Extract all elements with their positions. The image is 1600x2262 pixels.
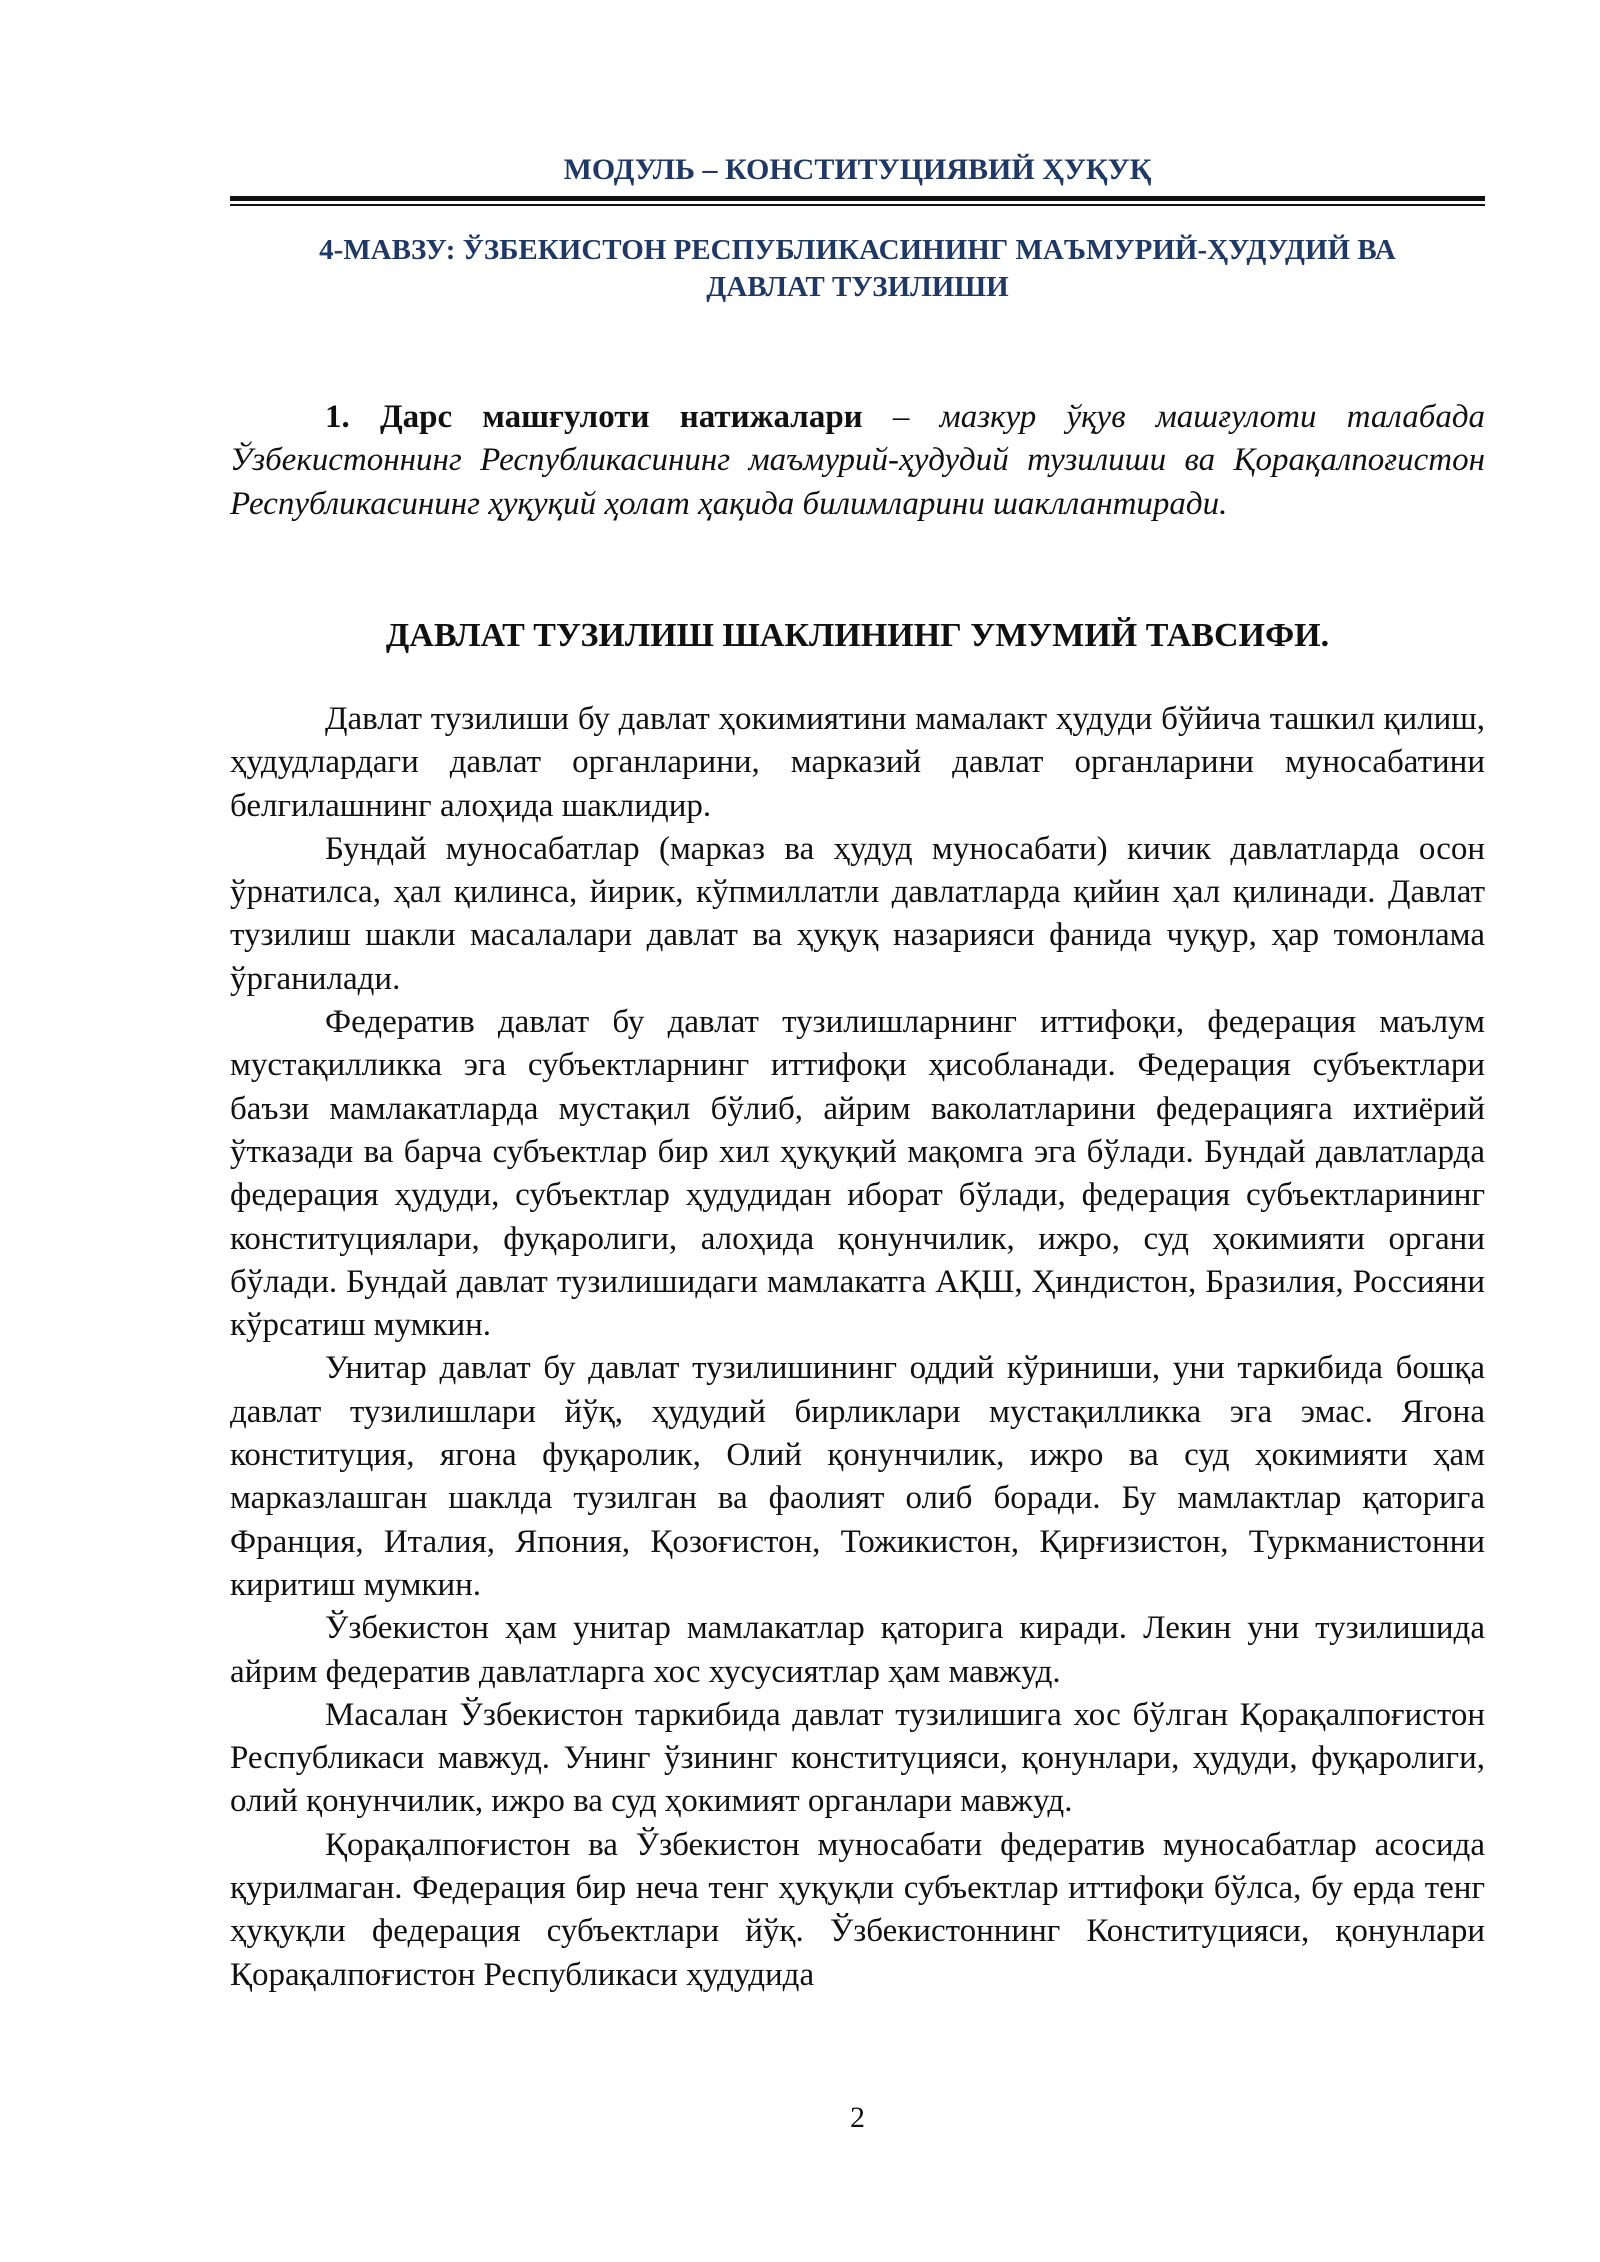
section-heading: ДАВЛАТ ТУЗИЛИШ ШАКЛИНИНГ УМУМИЙ ТАВСИФИ. [385, 617, 1330, 654]
paragraph-6: Масалан Ўзбекистон таркибида давлат тузилишига хос бўлган Қорақалпоғистон Республикаси мавжуд. Унинг ўзининг конституцияси, қонунлари, ҳудуди, фуқаролиги, олий қонунчилик, ижро ва суд ҳокимият органлари мавжуд. [230, 1696, 1485, 1820]
lesson-results-lead: 1. Дарс машғулоти натижалари [325, 399, 863, 435]
topic-title-line-1: 4-МАВЗУ: ЎЗБЕКИСТОН РЕСПУБЛИКАСИНИНГ МАЪМУРИЙ-ҲУДУДИЙ ВА [319, 234, 1396, 266]
lesson-results-description: мазкур ўқув машғулоти талабада Ўзбекистоннинг Республикасининг маъмурий-ҳудудий тузилиши ва Қорақалпоғистон Республикасининг ҳуқуқий ҳолат ҳақида билимларини шакллантиради. [230, 399, 1486, 522]
topic-title-line-2: ДАВЛАТ ТУЗИЛИШИ [706, 271, 1009, 303]
paragraph-5: Ўзбекистон ҳам унитар мамлакатлар қаторига киради. Лекин уни тузилишида айрим федератив давлатларга хос хусусиятлар ҳам мавжуд. [230, 1610, 1485, 1690]
topic-title [230, 232, 1485, 306]
paragraph-7: Қорақалпоғистон ва Ўзбекистон муносабати федератив муносабатлар асосида қурилмаган. Федерация бир неча тенг ҳуқуқли субъектлар иттифоқи бўлса, бу ерда тенг ҳуқуқли федерация субъектлари йўқ. Ўзбекистоннинг Конституцияси, қонунлари Қорақалпоғистон Республикаси ҳудудида [230, 1826, 1485, 1993]
page-number: 2 [850, 2101, 865, 2134]
lesson-results-paragraph [230, 396, 1485, 526]
header-rule-thick [230, 196, 1485, 201]
module-title: МОДУЛЬ – КОНСТИТУЦИЯВИЙ ҲУҚУҚ [563, 153, 1152, 186]
lesson-results-dash: – [862, 399, 940, 435]
paragraph-2: Бундай муносабатлар (марказ ва ҳудуд муносабати) кичик давлатларда осон ўрнатилса, ҳал қилинса, йирик, кўпмиллатли давлатларда қийин ҳал қилинади. Давлат тузилиш шакли масалалари давлат ва ҳуқуқ назарияси фанида чуқур, ҳар томонлама ўрганилади. [230, 830, 1485, 997]
lesson-results [230, 396, 1485, 526]
paragraph-4: Унитар давлат бу давлат тузилишининг оддий кўриниши, уни таркибида бошқа давлат тузилишлари йўқ, ҳудудий бирликлари мустақилликка эга эмас. Ягона конституция, ягона фуқаролик, Олий қонунчилик, ижро ва суд ҳокимияти ҳам марказлашган шаклда тузилган ва фаолият олиб боради. Бу мамлактлар қаторига Франция, Италия, Япония, Қозоғистон, Тожикистон, Қирғизистон, Туркманистонни киритиш мумкин. [230, 1350, 1485, 1603]
paragraph-1: Давлат тузилиши бу давлат ҳокимиятини мамалакт ҳудуди бўйича ташкил қилиш, ҳудудлардаги давлат органларини, марказий давлат органларини муносабатини белгилашнинг алоҳида шаклидир. [230, 701, 1485, 824]
main-text [230, 698, 1485, 1997]
paragraph-3: Федератив давлат бу давлат тузилишларнинг иттифоқи, федерация маълум мустақилликка эга субъектларнинг иттифоқи ҳисобланади. Федерация субъектлари баъзи мамлакатларда мустақил бўлиб, айрим ваколатларини федерацияга ихтиёрий ўтказади ва барча субъектлар бир хил ҳуқуқий мақомга эга бўлади. Бундай давлатларда федерация ҳудуди, субъектлар ҳудудидан иборат бўлади, федерация субъектларининг конституциялари, фуқаролиги, алоҳида қонунчилик, ижро, суд ҳокимияти органи бўлади. Бундай давлат тузилишидаги мамлакатга АҚШ, Ҳиндистон, Бразилия, Россияни кўрсатиш мумкин. [230, 1004, 1485, 1344]
header-rule-thin [230, 204, 1485, 206]
